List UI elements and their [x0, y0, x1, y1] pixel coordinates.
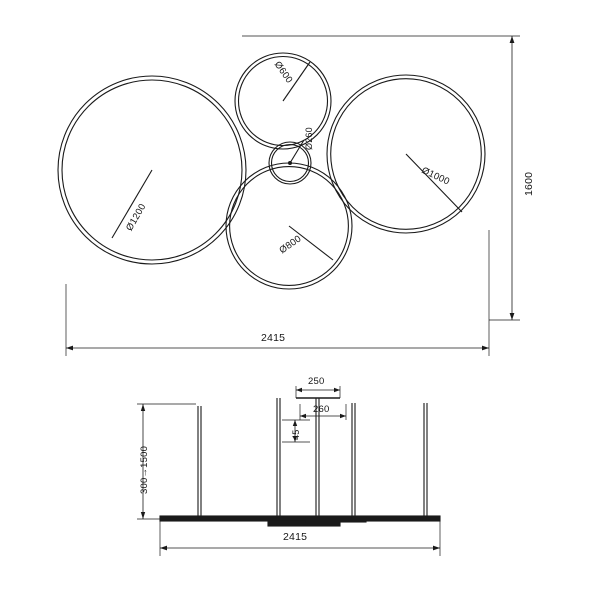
- arrow-2415-side-left: [160, 546, 167, 551]
- label-dim-250: 250: [308, 376, 325, 387]
- arrow-2415-side-right: [433, 546, 440, 551]
- label-diameter-260: Ø260: [304, 127, 314, 150]
- arrow-250-right: [334, 388, 340, 392]
- leader-1000: [406, 154, 462, 212]
- label-dim-260: 260: [313, 404, 330, 415]
- arrow-2415-left: [66, 346, 73, 351]
- label-diameter-1000: Ø1000: [419, 165, 452, 188]
- label-diameter-1200: Ø1200: [124, 201, 149, 233]
- arrow-1600-top: [510, 36, 515, 43]
- arrow-2415-right: [482, 346, 489, 351]
- arrow-260-left: [300, 414, 306, 418]
- label-overall-height: 1600: [523, 171, 535, 196]
- arrow-drop-bottom: [141, 512, 145, 519]
- label-dim-45: 45: [291, 429, 301, 440]
- label-dim-drop-height: 300→1500: [139, 445, 150, 494]
- arrow-260-right: [340, 414, 346, 418]
- label-overall-width-top: 2415: [261, 332, 286, 344]
- top-view-group: [58, 36, 520, 356]
- arrow-250-left: [296, 388, 302, 392]
- arrow-1600-bottom: [510, 313, 515, 320]
- ring-profile-1200: [160, 516, 440, 521]
- arrow-45-top: [293, 420, 297, 426]
- arrow-drop-top: [141, 404, 145, 411]
- label-overall-width-side: 2415: [283, 531, 308, 543]
- ring-profile-1000: [306, 518, 366, 522]
- label-diameter-800: Ø800: [277, 233, 304, 257]
- label-diameter-600: Ø600: [271, 59, 295, 86]
